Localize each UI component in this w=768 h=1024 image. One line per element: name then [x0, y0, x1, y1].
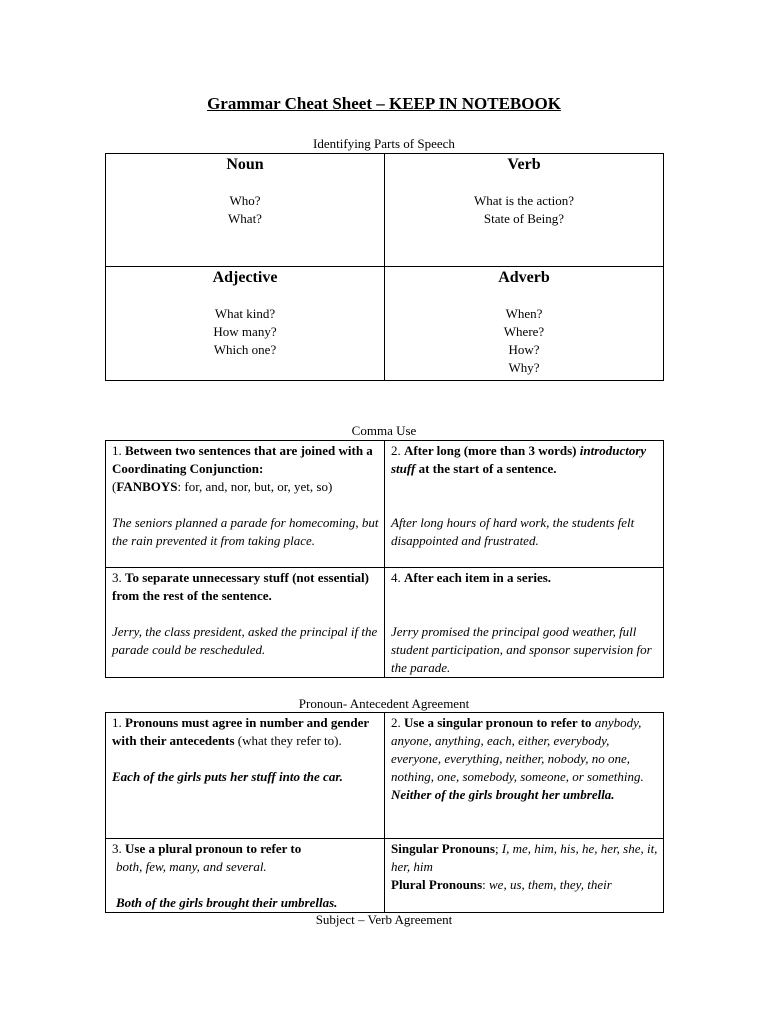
rule-text: To separate unnecessary stuff (not essential) from the rest of the sentence.	[112, 570, 369, 603]
rule-text: Use a plural pronoun to refer to	[125, 841, 302, 856]
adverb-line: How?	[508, 342, 540, 357]
fanboys-label: FANBOYS	[116, 479, 178, 494]
example-sentence: Jerry promised the principal good weather, full student participation, and sponsor supervision for the parade.	[391, 624, 652, 675]
singular-pronouns-list: I, me, him, his, he, her, she, it, her, him	[391, 841, 658, 874]
rule-text: After long (more than 3 words)	[404, 443, 577, 458]
noun-line: What?	[228, 211, 262, 226]
verb-line: State of Being?	[483, 211, 565, 226]
pronoun-rule-1	[106, 713, 385, 839]
rule-number: 2.	[391, 715, 401, 730]
paren: (	[112, 479, 117, 494]
verb-line: What is the action?	[474, 193, 574, 208]
adverb-line: Why?	[508, 360, 540, 375]
page-title: Grammar Cheat Sheet – KEEP IN NOTEBOOK	[207, 94, 561, 113]
rule-number: 3.	[112, 570, 122, 585]
pronoun-agreement-heading: Pronoun- Antecedent Agreement	[298, 696, 470, 711]
comma-rule-2	[385, 441, 664, 568]
comma-use-heading: Comma Use	[351, 423, 417, 438]
comma-use-table	[105, 440, 664, 678]
rule-text-cont: at the start of a sentence.	[418, 461, 557, 476]
singular-pronouns-label: Singular Pronouns	[391, 841, 495, 856]
comma-rule-4	[385, 568, 664, 678]
comma-rule-3	[106, 568, 385, 678]
noun-line: Who?	[229, 193, 261, 208]
adverb-label: Adverb	[498, 269, 550, 286]
noun-label: Noun	[226, 156, 264, 173]
rule-text: Between two sentences that are joined with a Coordinating Conjunction:	[112, 443, 373, 476]
adverb-cell	[385, 267, 664, 381]
example-sentence: Each of the girls puts her stuff into the car.	[112, 769, 343, 784]
rule-text: Pronouns must agree in number and gender with their antecedents	[112, 715, 369, 748]
example-sentence: Neither of the girls brought her umbrella.	[391, 787, 615, 802]
adjective-line: How many?	[213, 324, 277, 339]
parts-of-speech-heading: Identifying Parts of Speech	[313, 136, 455, 151]
example-sentence: After long hours of hard work, the students felt disappointed and frustrated.	[391, 515, 635, 548]
noun-cell	[106, 154, 385, 267]
rule-number: 2.	[391, 443, 401, 458]
rule-number: 4.	[391, 570, 401, 585]
adjective-line: Which one?	[213, 342, 277, 357]
adverb-line: Where?	[503, 324, 545, 339]
pronoun-rule-2	[385, 713, 664, 839]
example-sentence: Jerry, the class president, asked the principal if the parade could be rescheduled.	[112, 624, 378, 657]
pronoun-rule-3	[106, 839, 385, 913]
indefinite-pronoun-list: anybody, anyone, anything, each, either, everybody, everyone, everything, neither, nobody, no one, nothing, one, somebody, someone, or something.	[391, 715, 644, 784]
verb-label: Verb	[507, 156, 541, 173]
plural-pronouns-list: we, us, them, they, their	[489, 877, 612, 892]
rule-text: Use a singular pronoun to refer to	[404, 715, 592, 730]
verb-cell	[385, 154, 664, 267]
adjective-line: What kind?	[214, 306, 276, 321]
rule-note: (what they refer to).	[237, 733, 342, 748]
fanboys-list: : for, and, nor, but, or, yet, so)	[177, 479, 333, 494]
example-sentence: Both of the girls brought their umbrellas.	[116, 895, 338, 910]
rule-text: After each item in a series.	[404, 570, 552, 585]
pronoun-agreement-table	[105, 712, 664, 913]
adverb-line: When?	[505, 306, 543, 321]
rule-number: 1.	[112, 715, 122, 730]
rule-emphasis: introductory stuff	[391, 443, 647, 476]
subject-verb-heading: Subject – Verb Agreement	[315, 912, 453, 927]
comma-rule-1	[106, 441, 385, 568]
separator: :	[482, 877, 486, 892]
parts-of-speech-table	[105, 153, 664, 381]
adjective-label: Adjective	[212, 269, 278, 286]
example-sentence: The seniors planned a parade for homecoming, but the rain prevented it from taking place.	[112, 515, 379, 548]
rule-number: 3.	[112, 841, 122, 856]
rule-number: 1.	[112, 443, 122, 458]
adjective-cell	[106, 267, 385, 381]
pronoun-lists	[385, 839, 664, 913]
plural-pronouns-label: Plural Pronouns	[391, 877, 483, 892]
plural-indefinite-list: both, few, many, and several.	[116, 859, 267, 874]
separator: ;	[494, 841, 499, 856]
